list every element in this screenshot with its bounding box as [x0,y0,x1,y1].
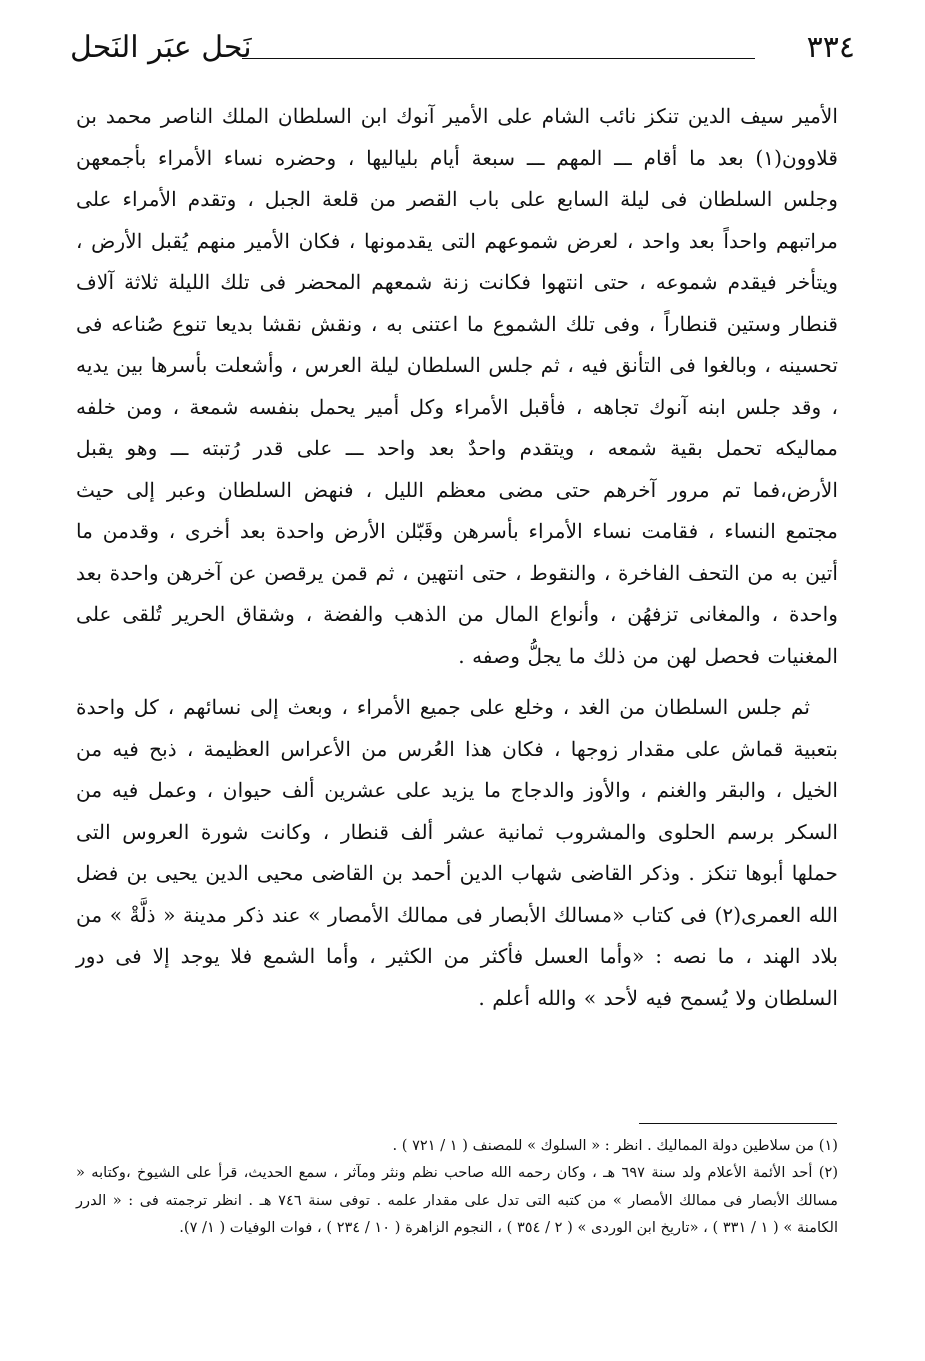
footnote: (٢) أحد الأئمة الأعلام ولد سنة ٦٩٧ هـ ، وكان رحمه الله صاحب نظم ونثر ومآثر ، سمع الحديث، قرأ على الشيوخ ،وكتابه « مسالك الأبصار فى ممالك الأمصار » من كتبه التى تدل على مقدار علمه . توفى سنة ٧٤٦ هـ . انظر ترجمته فى : « الدرر الكامنة » ( ١ / ٣٣١ ) ، «تاريخ ابن الوردى » ( ٢ / ٣٥٤ ) ، النجوم الزاهرة ( ١٠ / ٢٣٤ ) ، فوات الوفيات ( ١/ ٧). [76,1164,839,1237]
running-title: نَحل عبَر النَحل [70,30,252,65]
main-text [76,96,838,1019]
paragraph: الأمير سيف الدين تنكز نائب الشام على الأمير آنوك ابن السلطان الملك الناصر محمد بن قلاوون(١) بعد ما أقام ـــ المهم ـــ سبعة أيام بلياليها ، وحضره نساء الأمراء بأجمعهن وجلس السلطان فى ليلة السابع على باب القصر من قلعة الجبل ، وتقدم الأمراء على مراتبهم واحداً بعد واحد ، لعرض شموعهم التى يقدمونها ، فكان الأمير منهم يُقبل الأرض ، ويتأخر فيقدم شموعه ، حتى انتهوا فكانت زنة شمعهم المحضر فى تلك الليلة ثلاثة آلاف قنطار وستين قنطاراً ، وفى تلك الشموع ما اعتنى به ، ونقش نقشا بديعا تنوع صُناعه فى تحسينه ، وبالغوا فى التأنق فيه ، ثم جلس السلطان ليلة العرس ، وأشعلت بأسرها بين يديه ، وقد جلس ابنه آنوك تجاهه ، فأقبل الأمراء وكل أمير يحمل بنفسه شمعة ، ومن خلفه مماليكه تحمل بقية شمعه ، ويتقدم واحدٌ بعد واحد ـــ على قدر رُتبته ـــ وهو يقبل الأرض،فما تم مرور آخرهم حتى مضى معظم الليل ، فنهض السلطان وعبر إلى حيث مجتمع النساء ، فقامت نساء الأمراء بأسرهن وقَبّلن الأرض واحدة بعد أخرى ، وقدمن ما أتين به من التحف الفاخرة ، والنقوط ، حتى انتهين ، ثم قمن يرقصن عن آخرهن واحدة بعد واحدة ، والمغانى تزفهُن ، وأنواع المال من الذهب والفضة ، وشقاق الحرير تُلقى على المغنيات فحصل لهن من ذلك ما يجلُّ وصفه . [76,104,838,668]
footnote-separator [639,1123,837,1124]
footnotes [76,1132,838,1242]
footnote: (١) من سلاطين دولة المماليك . انظر : « السلوك » للمصنف ( ١ / ٧٢١ ) . [392,1137,838,1154]
page-header [70,26,855,86]
paragraph: ثم جلس السلطان من الغد ، وخلع على جميع الأمراء ، وبعث إلى نسائهم ، كل واحدة بتعبية قماش على مقدار زوجها ، فكان هذا العُرس من الأعراس العظيمة ، ذبح فيه من الخيل ، والبقر والغنم ، والأوز والدجاج ما يزيد على عشرين ألف حيوان ، وعمل فيه من السكر برسم الحلوى والمشروب ثمانية عشر ألف قنطار ، وكانت شورة العروس التى حملها أبوها تنكز . وذكر القاضى شهاب الدين أحمد بن القاضى محيى الدين يحيى بن فضل الله العمرى(٢) فى كتاب «مسالك الأبصار فى ممالك الأمصار » عند ذكر مدينة « ذلَّةْ » من بلاد الهند ، ما نصه : «وأما العسل فأكثر من الكثير ، وأما الشمع فلا يوجد إلا فى دور السلطان ولا يُسمح فيه لأحد » والله أعلم . [76,695,838,1010]
page-number: ٣٣٤ [806,30,855,65]
header-rule [242,58,755,59]
